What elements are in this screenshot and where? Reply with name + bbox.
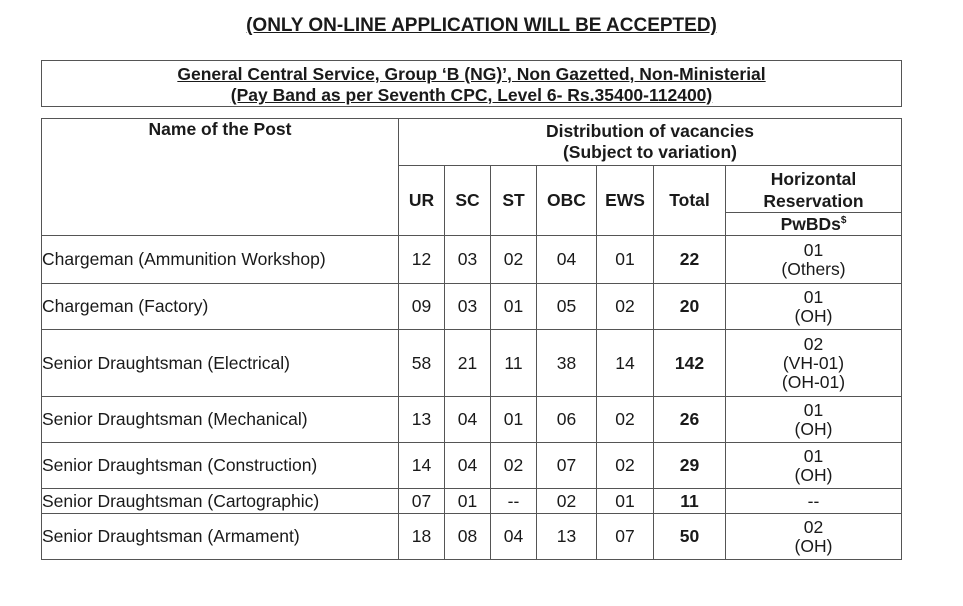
hr-category: (VH-01): [782, 352, 845, 373]
hr-count: 02: [803, 516, 824, 537]
cell-st: 04: [491, 514, 537, 560]
cell-ur: 18: [399, 514, 445, 560]
cell-ur: 07: [399, 489, 445, 514]
table-row: [42, 489, 902, 514]
cell-ews: 14: [597, 330, 654, 397]
header-pwbds-footnote-mark: $: [840, 214, 847, 226]
application-notice: (ONLY ON-LINE APPLICATION WILL BE ACCEPTED): [246, 15, 717, 36]
cell-horizontal-reservation: [726, 236, 902, 284]
cell-sc: 03: [445, 284, 491, 330]
post-name: Senior Draughtsman (Construction): [42, 443, 399, 489]
header-st: ST: [491, 166, 537, 236]
header-distribution-note: (Subject to variation): [562, 142, 738, 162]
hr-count: 01: [803, 286, 824, 307]
table-row: [42, 236, 902, 284]
pay-band-info: (Pay Band as per Seventh CPC, Level 6- Rs.35400-112400): [230, 85, 713, 105]
cell-horizontal-reservation: [726, 397, 902, 443]
cell-obc: 06: [537, 397, 597, 443]
hr-count: 01: [803, 445, 824, 466]
table-row: [42, 514, 902, 560]
cell-sc: 01: [445, 489, 491, 514]
cell-sc: 03: [445, 236, 491, 284]
cell-ur: 58: [399, 330, 445, 397]
post-name: Chargeman (Ammunition Workshop): [42, 236, 399, 284]
hr-count: 01: [803, 239, 824, 260]
cell-horizontal-reservation: [726, 284, 902, 330]
cell-st: 01: [491, 397, 537, 443]
header-sc: SC: [445, 166, 491, 236]
cell-obc: 02: [537, 489, 597, 514]
cell-total: 22: [654, 236, 726, 284]
cell-ur: 09: [399, 284, 445, 330]
cell-st: 11: [491, 330, 537, 397]
cell-obc: 38: [537, 330, 597, 397]
service-group-title: General Central Service, Group ‘B (NG)’, Non Gazetted, Non-Ministerial: [177, 64, 766, 84]
cell-st: 02: [491, 443, 537, 489]
cell-ur: 12: [399, 236, 445, 284]
cell-ews: 02: [597, 443, 654, 489]
cell-horizontal-reservation: [726, 514, 902, 560]
cell-ews: 07: [597, 514, 654, 560]
post-name: Senior Draughtsman (Electrical): [42, 330, 399, 397]
cell-st: 01: [491, 284, 537, 330]
header-pwbds: [726, 213, 902, 236]
table-row: [42, 330, 902, 397]
table-row: [42, 284, 902, 330]
service-classification-box: [41, 60, 902, 107]
header-hr-line2: Reservation: [763, 191, 864, 211]
hr-category: (OH): [794, 305, 833, 326]
header-ews: EWS: [597, 166, 654, 236]
header-distribution: [399, 119, 902, 166]
header-obc: OBC: [537, 166, 597, 236]
header-distribution-title: Distribution of vacancies: [545, 121, 755, 141]
cell-sc: 21: [445, 330, 491, 397]
hr-count: --: [807, 490, 820, 511]
cell-ews: 01: [597, 489, 654, 514]
cell-ur: 13: [399, 397, 445, 443]
cell-st: --: [491, 489, 537, 514]
cell-st: 02: [491, 236, 537, 284]
header-name-of-post: Name of the Post: [42, 119, 399, 236]
cell-ews: 01: [597, 236, 654, 284]
cell-obc: 04: [537, 236, 597, 284]
header-total: Total: [654, 166, 726, 236]
hr-category: (OH-01): [781, 371, 846, 392]
cell-horizontal-reservation: [726, 489, 902, 514]
hr-count: 01: [803, 399, 824, 420]
header-horizontal-reservation: [726, 166, 902, 213]
cell-total: 142: [654, 330, 726, 397]
post-name: Senior Draughtsman (Armament): [42, 514, 399, 560]
cell-total: 50: [654, 514, 726, 560]
header-pwbds-label: PwBDs: [780, 213, 841, 234]
table-row: [42, 397, 902, 443]
cell-obc: 07: [537, 443, 597, 489]
cell-total: 26: [654, 397, 726, 443]
hr-count: 02: [803, 333, 824, 354]
cell-ews: 02: [597, 284, 654, 330]
hr-category: (OH): [794, 535, 833, 556]
cell-horizontal-reservation: [726, 330, 902, 397]
cell-ews: 02: [597, 397, 654, 443]
cell-obc: 13: [537, 514, 597, 560]
header-hr-line1: Horizontal: [770, 169, 857, 189]
table-row: [42, 443, 902, 489]
post-name: Senior Draughtsman (Cartographic): [42, 489, 399, 514]
cell-sc: 08: [445, 514, 491, 560]
hr-category: (OH): [794, 464, 833, 485]
header-ur: UR: [399, 166, 445, 236]
cell-horizontal-reservation: [726, 443, 902, 489]
post-name: Senior Draughtsman (Mechanical): [42, 397, 399, 443]
hr-category: (OH): [794, 418, 833, 439]
cell-sc: 04: [445, 443, 491, 489]
post-name: Chargeman (Factory): [42, 284, 399, 330]
cell-total: 29: [654, 443, 726, 489]
cell-sc: 04: [445, 397, 491, 443]
cell-total: 11: [654, 489, 726, 514]
cell-ur: 14: [399, 443, 445, 489]
cell-total: 20: [654, 284, 726, 330]
hr-category: (Others): [781, 258, 846, 279]
vacancy-table: [41, 118, 902, 560]
cell-obc: 05: [537, 284, 597, 330]
